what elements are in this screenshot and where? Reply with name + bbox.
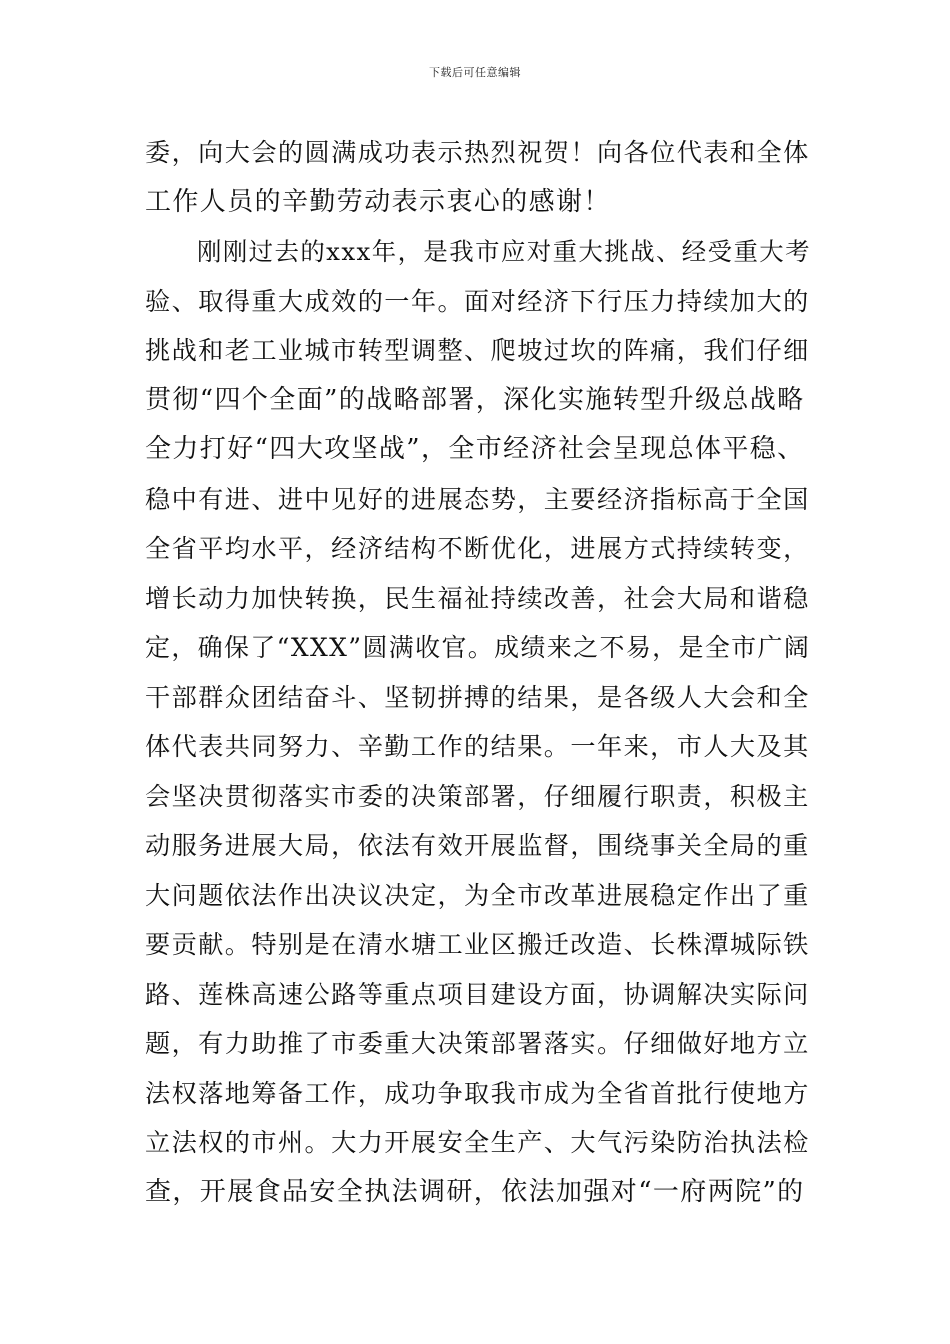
text-line: 全力打好“四大攻坚战”，全市经济社会呈现总体平稳、 — [145, 434, 805, 464]
text-line: 贯彻“四个全面”的战略部署，深化实施转型升级总战略 — [145, 384, 805, 415]
text-line: 题，有力助推了市委重大决策部署落实。仔细做好地方立 — [145, 1029, 810, 1058]
paragraph-start-line: 刚刚过去的xxx年，是我市应对重大挑战、经受重大考 — [197, 237, 811, 266]
text-line: 工作人员的辛勤劳动表示衷心的感谢！ — [145, 186, 611, 217]
text-line: 全省平均水平，经济结构不断优化，进展方式持续转变， — [145, 534, 810, 563]
text-line: 立法权的市州。大力开展安全生产、大气污染防治执法检 — [145, 1128, 810, 1157]
page-header: 下载后可任意编辑 — [429, 66, 521, 79]
text-line: 路、莲株高速公路等重点项目建设方面，协调解决实际问 — [145, 979, 810, 1009]
text-line: 法权落地筹备工作，成功争取我市成为全省首批行使地方 — [145, 1078, 810, 1108]
text-line: 查，开展食品安全执法调研，依法加强对“一府两院”的 — [145, 1176, 805, 1207]
text-line: 稳中有进、进中见好的进展态势，主要经济指标高于全国 — [145, 484, 810, 514]
text-line: 动服务进展大局，依法有效开展监督，围绕事关全局的重 — [145, 831, 810, 860]
text-line: 定，确保了“XXX”圆满收官。成绩来之不易，是全市广阔 — [145, 633, 811, 662]
text-line: 挑战和老工业城市转型调整、爬坡过坎的阵痛，我们仔细 — [145, 336, 810, 365]
text-line: 增长动力加快转换，民生福祉持续改善，社会大局和谐稳 — [145, 583, 810, 613]
text-line: 体代表共同努力、辛勤工作的结果。一年来，市人大及其 — [145, 732, 810, 761]
text-line: 验、取得重大成效的一年。面对经济下行压力持续加大的 — [145, 286, 810, 316]
text-line: 大问题依法作出决议决定，为全市改革进展稳定作出了重 — [145, 880, 810, 910]
text-line: 会坚决贯彻落实市委的决策部署，仔细履行职责，积极主 — [145, 781, 810, 811]
text-line: 委，向大会的圆满成功表示热烈祝贺！向各位代表和全体 — [145, 138, 810, 167]
body-text — [145, 128, 809, 1217]
text-line: 干部群众团结奋斗、坚韧拼搏的结果，是各级人大会和全 — [145, 682, 810, 712]
text-line: 要贡献。特别是在清水塘工业区搬迁改造、长株潭城际铁 — [145, 930, 810, 959]
